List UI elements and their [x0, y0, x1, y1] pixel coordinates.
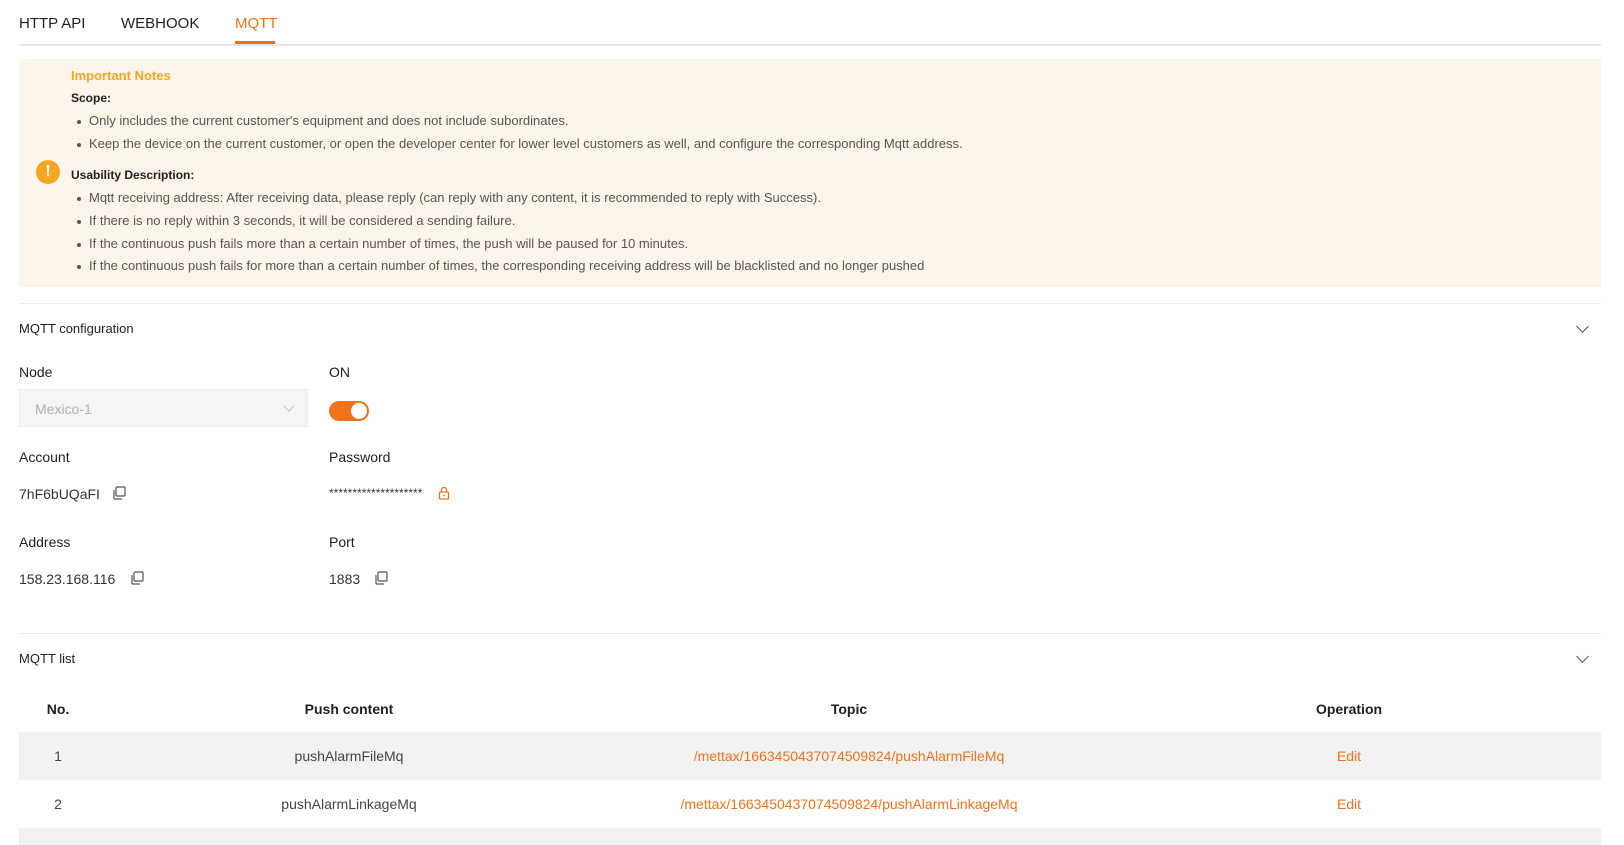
lock-icon[interactable]	[437, 486, 451, 500]
node-select[interactable]	[19, 389, 308, 427]
notes-title: Important Notes	[71, 68, 171, 83]
toggle-knob	[351, 403, 367, 419]
port-value: 1883	[329, 571, 361, 587]
usability-label: Usability Description:	[71, 168, 195, 182]
column-header-operation: Operation	[1315, 701, 1383, 717]
port-label: Port	[329, 534, 355, 550]
tab-http-api[interactable]: HTTP API	[19, 15, 86, 32]
address-value: 158.23.168.116	[19, 571, 116, 587]
usability-item: If there is no reply within 3 seconds, it will be considered a sending failure.	[89, 213, 516, 228]
tab-mqtt[interactable]: MQTT	[235, 15, 278, 32]
password-value: ********************	[329, 486, 423, 500]
column-header-topic: Topic	[830, 701, 868, 717]
topic-link[interactable]: /mettax/1663450437074509824/pushAlarmLinkageMq	[680, 796, 1018, 812]
scope-label: Scope:	[71, 91, 112, 105]
tab-webhook[interactable]: WEBHOOK	[121, 15, 200, 32]
node-select-value: Mexico-1	[35, 401, 92, 417]
divider	[19, 633, 1601, 634]
push-content-cell: pushAlarmFileMq	[294, 748, 404, 764]
copy-icon[interactable]	[374, 571, 388, 585]
address-label: Address	[19, 534, 71, 550]
active-tab-indicator	[235, 41, 275, 44]
usability-item: If the continuous push fails more than a certain number of times, the push will be paused for 10 minutes.	[89, 236, 689, 251]
copy-icon[interactable]	[130, 571, 144, 585]
account-value: 7hF6bUQaFI	[19, 486, 100, 502]
usability-item: Mqtt receiving address: After receiving data, please reply (can reply with any content, it is recommended to reply with Success).	[89, 190, 821, 205]
divider	[19, 303, 1601, 304]
table-row	[19, 732, 1601, 780]
usability-item: If the continuous push fails for more than a certain number of times, the corresponding receiving address will be blacklisted and no longer pushed	[89, 258, 925, 273]
table-row	[19, 828, 1601, 845]
scope-item: Keep the device on the current customer, or open the developer center for lower level customers as well, and configure the corresponding Mqtt address.	[89, 136, 963, 151]
warning-icon: !	[36, 160, 60, 184]
config-collapse-chevron-icon[interactable]	[1576, 320, 1589, 333]
on-toggle[interactable]	[329, 401, 369, 421]
list-collapse-chevron-icon[interactable]	[1576, 650, 1589, 663]
row-number: 1	[54, 748, 62, 764]
column-header-no: No.	[46, 701, 70, 717]
copy-icon[interactable]	[112, 486, 126, 500]
column-header-push-content: Push content	[304, 701, 394, 717]
topic-link[interactable]: /mettax/1663450437074509824/pushAlarmFileMq	[693, 748, 1005, 764]
table-row	[19, 780, 1601, 828]
chevron-down-icon	[283, 400, 294, 411]
account-label: Account	[19, 449, 70, 465]
edit-button[interactable]: Edit	[1336, 796, 1362, 812]
tab-bar	[19, 0, 1601, 46]
node-label: Node	[19, 364, 53, 380]
important-notes-panel	[19, 59, 1601, 287]
on-label: ON	[329, 364, 350, 380]
row-number: 2	[54, 796, 62, 812]
push-content-cell: pushAlarmLinkageMq	[281, 796, 417, 812]
scope-item: Only includes the current customer's equipment and does not include subordinates.	[89, 113, 569, 128]
config-section-title: MQTT configuration	[19, 321, 134, 336]
password-label: Password	[329, 449, 391, 465]
list-section-title: MQTT list	[19, 651, 76, 666]
edit-button[interactable]: Edit	[1336, 748, 1362, 764]
